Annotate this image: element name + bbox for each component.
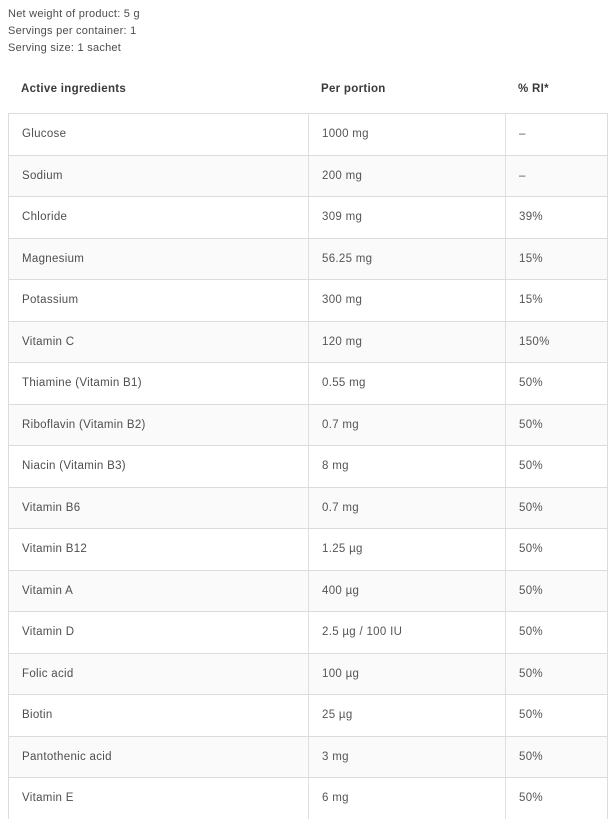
ingredient-cell: Vitamin B12 [9, 529, 309, 570]
table-row [9, 405, 607, 447]
ingredient-cell: Vitamin C [9, 322, 309, 363]
column-header-ri: % RI* [518, 83, 549, 95]
ri-cell: 15% [519, 252, 543, 265]
per-portion-cell: 0.7 mg [309, 488, 506, 529]
ingredient-cell: Pantothenic acid [9, 737, 309, 778]
table-row [9, 446, 607, 488]
table-column-headers [8, 83, 608, 95]
ri-cell: 50% [519, 377, 543, 390]
servings-per-container-text: Servings per container: 1 [8, 25, 137, 37]
ingredient-cell: Sodium [9, 156, 309, 197]
active-ingredients-table [8, 113, 608, 819]
ingredient-cell: Folic acid [9, 654, 309, 695]
ri-cell: 50% [519, 543, 543, 556]
table-row [9, 488, 607, 530]
per-portion-cell: 0.7 mg [309, 405, 506, 446]
ri-cell: – [519, 128, 526, 141]
per-portion-cell: 1.25 µg [309, 529, 506, 570]
ri-cell: 15% [519, 294, 543, 307]
table-row [9, 737, 607, 779]
table-row [9, 654, 607, 696]
product-meta [8, 6, 140, 57]
per-portion-cell: 1000 mg [309, 114, 506, 155]
ingredient-cell: Magnesium [9, 239, 309, 280]
ingredient-cell: Vitamin E [9, 778, 309, 819]
ingredient-cell: Vitamin B6 [9, 488, 309, 529]
table-row [9, 114, 607, 156]
table-row [9, 280, 607, 322]
ingredient-cell: Vitamin D [9, 612, 309, 653]
ingredient-cell: Glucose [9, 114, 309, 155]
per-portion-cell: 25 µg [309, 695, 506, 736]
per-portion-cell: 100 µg [309, 654, 506, 695]
per-portion-cell: 120 mg [309, 322, 506, 363]
table-row [9, 239, 607, 281]
per-portion-cell: 56.25 mg [309, 239, 506, 280]
per-portion-cell: 3 mg [309, 737, 506, 778]
table-row [9, 363, 607, 405]
table-row [9, 322, 607, 364]
ri-cell: 50% [519, 460, 543, 473]
column-header-active-ingredients: Active ingredients [21, 83, 127, 95]
ingredient-cell: Niacin (Vitamin B3) [9, 446, 309, 487]
serving-size-text: Serving size: 1 sachet [8, 42, 122, 54]
ri-cell: 150% [519, 335, 550, 348]
ri-cell: 50% [519, 584, 543, 597]
ingredient-cell: Thiamine (Vitamin B1) [9, 363, 309, 404]
per-portion-cell: 0.55 mg [309, 363, 506, 404]
per-portion-cell: 6 mg [309, 778, 506, 819]
per-portion-cell: 200 mg [309, 156, 506, 197]
table-row [9, 695, 607, 737]
ingredient-cell: Riboflavin (Vitamin B2) [9, 405, 309, 446]
ingredient-cell: Potassium [9, 280, 309, 321]
ri-cell: 50% [519, 667, 543, 680]
ri-cell: – [519, 169, 526, 182]
ri-cell: 50% [519, 501, 543, 514]
ingredient-cell: Biotin [9, 695, 309, 736]
table-row [9, 529, 607, 571]
per-portion-cell: 2.5 µg / 100 IU [309, 612, 506, 653]
table-row [9, 156, 607, 198]
table-row [9, 571, 607, 613]
table-row [9, 778, 607, 819]
ri-cell: 50% [519, 709, 543, 722]
per-portion-cell: 309 mg [309, 197, 506, 238]
ri-cell: 39% [519, 211, 543, 224]
ri-cell: 50% [519, 750, 543, 763]
table-row [9, 612, 607, 654]
ri-cell: 50% [519, 626, 543, 639]
net-weight-text: Net weight of product: 5 g [8, 8, 140, 20]
ingredient-cell: Vitamin A [9, 571, 309, 612]
per-portion-cell: 8 mg [309, 446, 506, 487]
per-portion-cell: 300 mg [309, 280, 506, 321]
column-header-per-portion: Per portion [321, 83, 386, 95]
table-row [9, 197, 607, 239]
ingredient-cell: Chloride [9, 197, 309, 238]
per-portion-cell: 400 µg [309, 571, 506, 612]
ri-cell: 50% [519, 418, 543, 431]
ri-cell: 50% [519, 792, 543, 805]
